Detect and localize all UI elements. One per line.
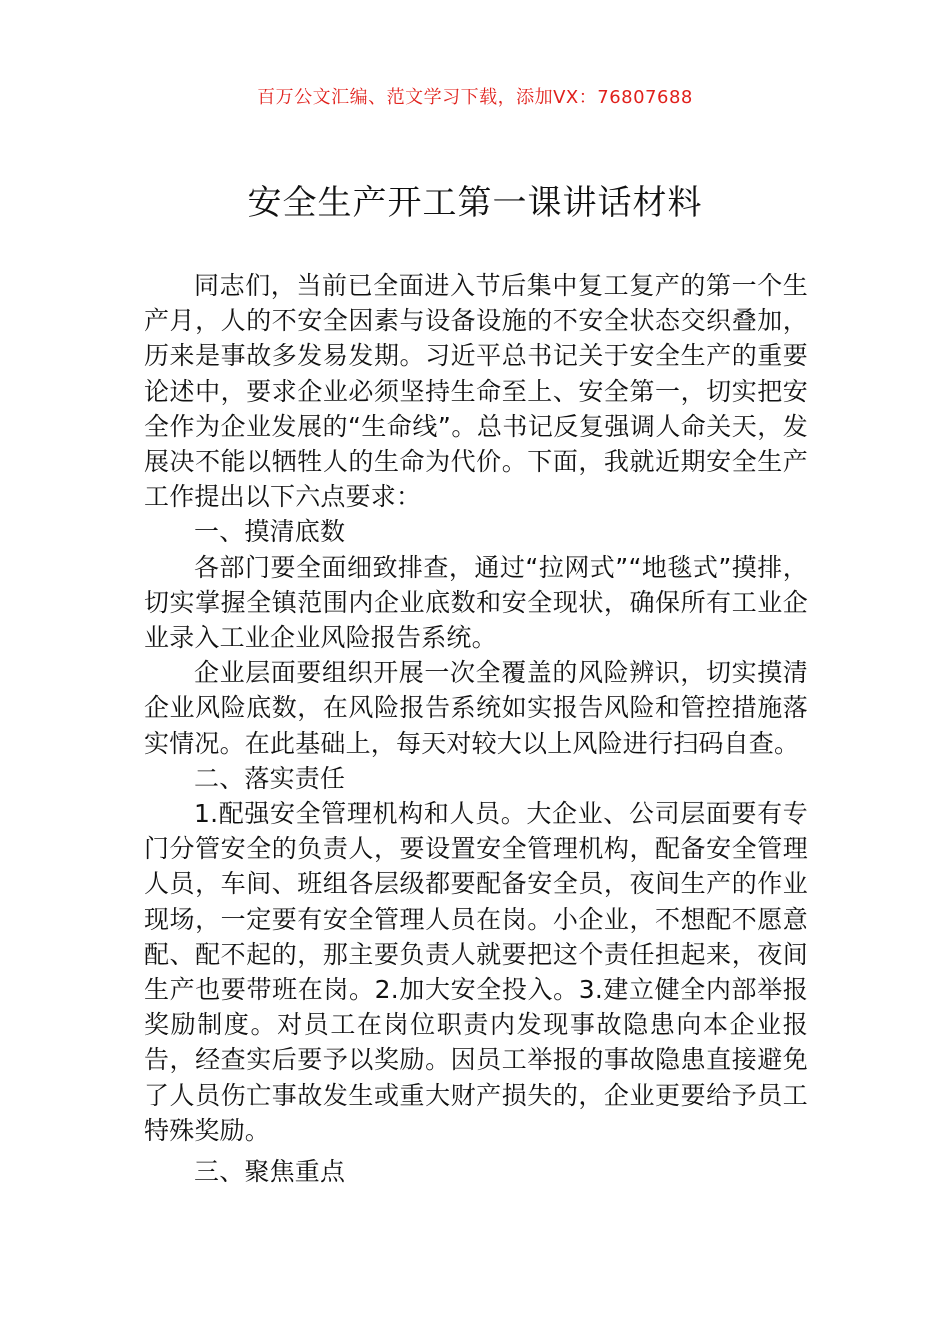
section-heading-3: 三、聚焦重点 [194, 1157, 346, 1187]
document-body [144, 268, 808, 1189]
paragraph-intro: 同志们，当前已全面进入节后集中复工复产的第一个生产月，人的不安全因素与设备设施的不安全状态交织叠加，历来是事故多发易发期。习近平总书记关于安全生产的重要论述中，要求企业必须坚持生命至上、安全第一，切实把安全作为企业发展的“生命线”。总书记反复强调人命关天，发展决不能以牺牲人的生命为代价。下面，我就近期安全生产工作提出以下六点要求： [144, 271, 808, 512]
section-heading-1: 一、摸清底数 [194, 517, 346, 547]
paragraph: 企业层面要组织开展一次全覆盖的风险辨识，切实摸清企业风险底数，在风险报告系统如实报告风险和管控措施落实情况。在此基础上，每天对较大以上风险进行扫码自查。 [144, 658, 808, 758]
header-note: 百万公文汇编、范文学习下载，添加VX：76807688 [257, 87, 693, 108]
section-heading-2: 二、落实责任 [194, 763, 346, 793]
paragraph: 各部门要全面细致排查，通过“拉网式”“地毯式”摸排，切实掌握全镇范围内企业底数和安全现状，确保所有工业企业录入工业企业风险报告系统。 [144, 552, 808, 653]
paragraph: 1.配强安全管理机构和人员。大企业、公司层面要有专门分管安全的负责人，要设置安全管理机构，配备安全管理人员，车间、班组各层级都要配备安全员，夜间生产的作业现场，一定要有安全管理人员在岗。小企业，不想配不愿意配、配不起的，那主要负责人就要把这个责任担起来，夜间生产也要带班在岗。2.加大安全投入。3.建立健全内部举报奖励制度。对员工在岗位职责内发现事故隐患向本企业报告，经查实后要予以奖励。因员工举报的事故隐患直接避免了人员伤亡事故发生或重大财产损失的，企业更要给予员工特殊奖励。 [144, 799, 808, 1145]
document-title: 安全生产开工第一课讲话材料 [247, 183, 703, 223]
